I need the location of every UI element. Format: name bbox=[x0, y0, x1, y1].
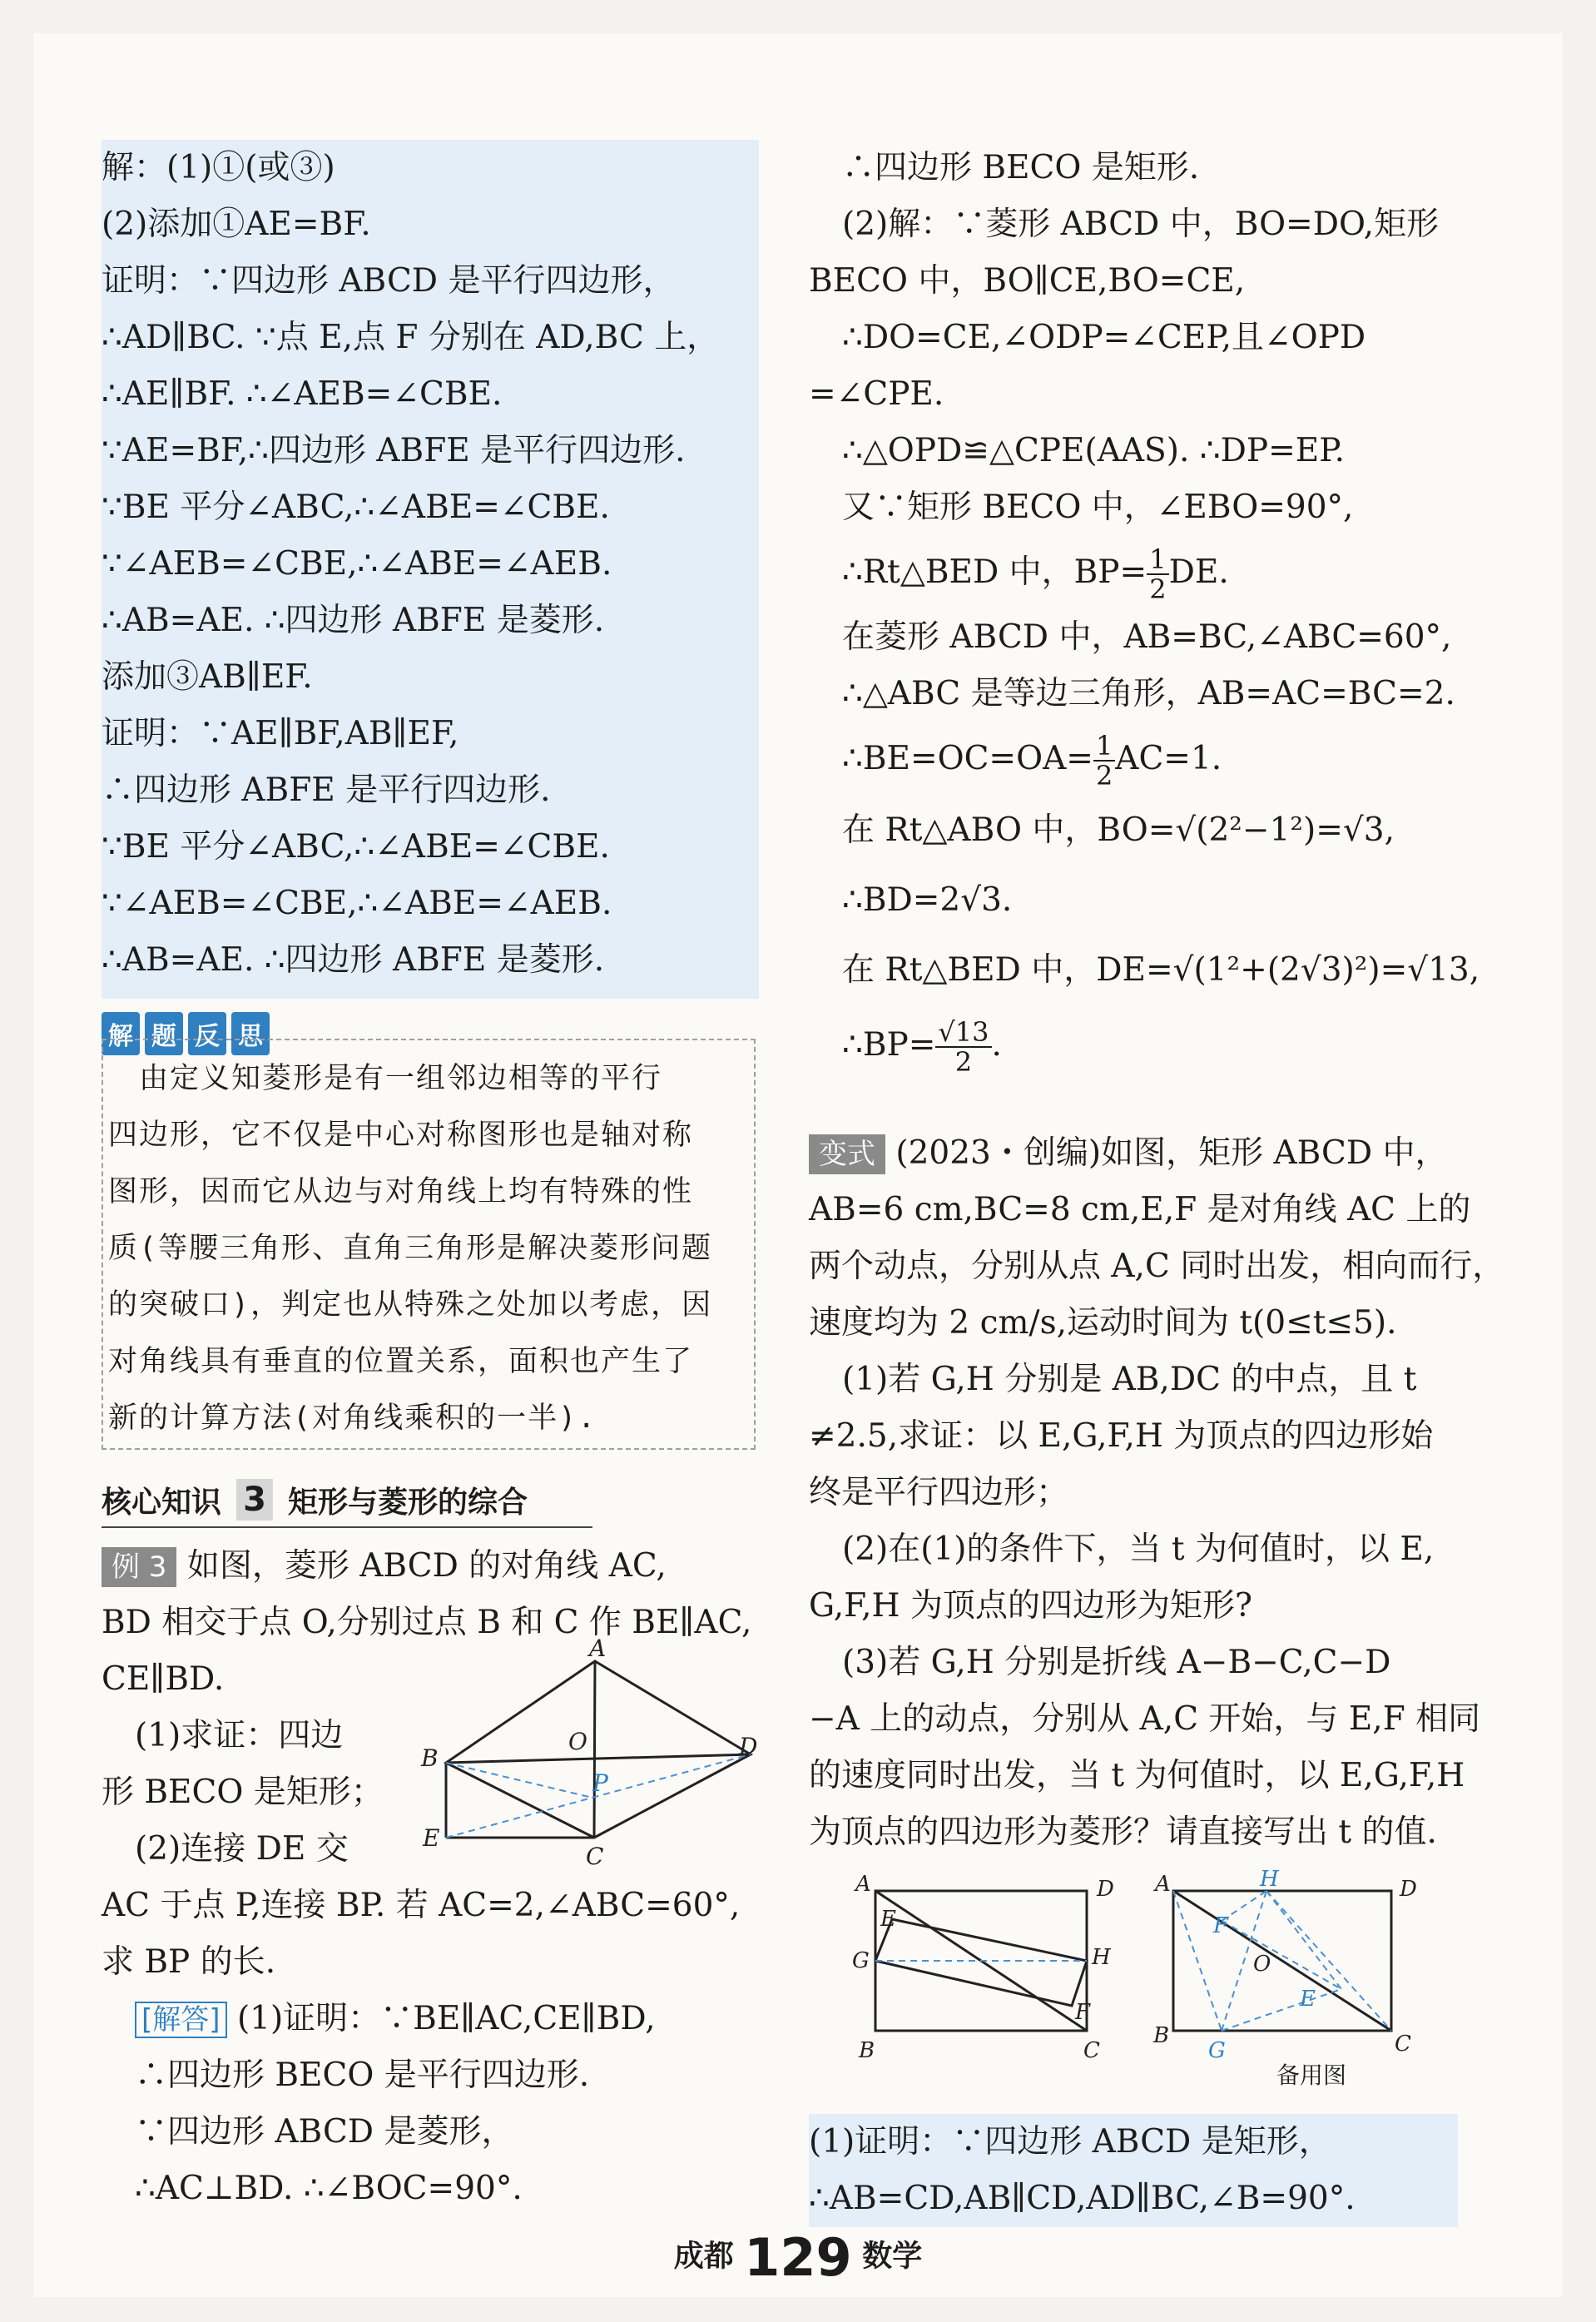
variant-figure-2 bbox=[1148, 1867, 1431, 2064]
figure-caption: 备用图 bbox=[1276, 2062, 1347, 2089]
example3-line-2: CE∥BD. bbox=[102, 1660, 225, 1698]
variant-line: 的速度同时出发，当 t 为何值时，以 E,G,F,H bbox=[809, 1757, 1465, 1794]
left-solution-line: 添加③AB∥EF. bbox=[102, 658, 313, 696]
answer-text: (1)证明：∵BE∥AC,CE∥BD, bbox=[236, 2000, 656, 2037]
f1-label-C: C bbox=[1083, 2038, 1100, 2063]
f2-label-E: E bbox=[1300, 1987, 1316, 2012]
reflection-tag-char: 题 bbox=[145, 1012, 183, 1055]
reflection-line: 图形，因而它从边与对角线上均有特殊的性 bbox=[108, 1175, 694, 1208]
section-title: 矩形与菱形的综合 bbox=[288, 1485, 528, 1520]
frac-den: 2 bbox=[1149, 573, 1167, 605]
rs-text: ∴BE=OC=OA= bbox=[842, 740, 1093, 777]
left-solution-line: ∴四边形 ABFE 是平行四边形. bbox=[102, 772, 551, 809]
rs-line: ∴四边形 BECO 是矩形. bbox=[842, 149, 1200, 186]
example3-answer-line-1: ∴四边形 BECO 是平行四边形. bbox=[135, 2057, 590, 2094]
reflection-line: 对角线具有垂直的位置关系，面积也产生了 bbox=[108, 1345, 694, 1378]
frac-den: 2 bbox=[954, 1046, 973, 1078]
frac-num: √13 bbox=[935, 1018, 991, 1048]
example3-line-6: AC 于点 P,连接 BP. 若 AC=2,∠ABC=60°, bbox=[102, 1887, 741, 1924]
fig3-label-E: E bbox=[423, 1824, 440, 1852]
f2-label-B: B bbox=[1153, 2023, 1170, 2048]
section-heading bbox=[102, 1473, 592, 1528]
variant-line: (3)若 G,H 分别是折线 A−B−C,C−D bbox=[842, 1644, 1391, 1681]
rs-line: 在菱形 ABCD 中，AB=BC,∠ABC=60°, bbox=[842, 618, 1452, 656]
fig3-label-A: A bbox=[589, 1635, 607, 1662]
variant-proof-0: (1)证明：∵四边形 ABCD 是矩形， bbox=[809, 2123, 1331, 2161]
rs-line: 在 Rt△ABO 中，BO=√(2²−1²)=√3, bbox=[842, 811, 1395, 849]
f1-label-E: E bbox=[880, 1907, 896, 1932]
section-label: 核心知识 bbox=[102, 1485, 222, 1520]
example3-line-5: (2)连接 DE 交 bbox=[135, 1830, 349, 1868]
fraction bbox=[1147, 545, 1168, 603]
fig3-label-B: B bbox=[421, 1744, 439, 1772]
rs-line: 又∵矩形 BECO 中，∠EBO=90°, bbox=[842, 489, 1354, 526]
rs-line: =∠CPE. bbox=[809, 375, 944, 413]
variant-proof bbox=[809, 2114, 1458, 2227]
f1-label-H: H bbox=[1092, 1945, 1111, 1970]
left-solution-line: ∵∠AEB=∠CBE,∴∠ABE=∠AEB. bbox=[102, 885, 612, 922]
variant-figure-1 bbox=[840, 1873, 1123, 2064]
frac-num: 1 bbox=[1147, 545, 1168, 575]
variant bbox=[809, 1125, 1505, 1861]
example3-line-0 bbox=[102, 1538, 767, 1595]
frac-den: 2 bbox=[1095, 760, 1113, 791]
frac-num: 1 bbox=[1093, 732, 1115, 762]
left-solution-line: ∴AB=AE. ∴四边形 ABFE 是菱形. bbox=[102, 602, 605, 639]
rs-line: ∴△ABC 是等边三角形，AB=AC=BC=2. bbox=[842, 675, 1455, 712]
rs-line-frac bbox=[809, 722, 1491, 796]
fraction bbox=[1093, 732, 1115, 790]
variant-line: AB=6 cm,BC=8 cm,E,F 是对角线 AC 上的 bbox=[809, 1191, 1471, 1228]
example-tag: 例 3 bbox=[102, 1547, 176, 1587]
rs-text: DE. bbox=[1168, 553, 1229, 591]
right-solution bbox=[809, 140, 1491, 1085]
rs-text: ∴BP= bbox=[842, 1026, 936, 1064]
rs-line: ∴BD=2√3. bbox=[842, 881, 1013, 919]
fig3-label-C: C bbox=[586, 1843, 604, 1870]
f2-label-C: C bbox=[1395, 2032, 1411, 2057]
example3-figure bbox=[416, 1635, 766, 1873]
rs-line-frac bbox=[809, 536, 1491, 609]
reflection-line: 质(等腰三角形、直角三角形是解决菱形问题 bbox=[108, 1232, 713, 1265]
variant-line: (2)在(1)的条件下，当 t 为何值时，以 E, bbox=[842, 1531, 1435, 1568]
left-solution-line: ∵BE 平分∠ABC,∴∠ABE=∠CBE. bbox=[102, 828, 610, 866]
reflection-line: 由定义知菱形是有一组邻边相等的平行 bbox=[108, 1062, 663, 1095]
rs-text: AC=1. bbox=[1115, 740, 1222, 777]
rs-text: . bbox=[991, 1026, 1002, 1064]
f2-label-D: D bbox=[1400, 1877, 1417, 1902]
f1-label-B: B bbox=[859, 2038, 875, 2063]
footer-subject: 数学 bbox=[862, 2239, 923, 2274]
reflection-line: 新的计算方法(对角线乘积的一半). bbox=[108, 1402, 597, 1435]
variant-line: 速度均为 2 cm/s,运动时间为 t(0≤t≤5). bbox=[809, 1304, 1397, 1342]
example3-line-1: BD 相交于点 O,分别过点 B 和 C 作 BE∥AC, bbox=[102, 1604, 752, 1641]
f2-label-H: H bbox=[1260, 1867, 1279, 1892]
fraction bbox=[935, 1018, 991, 1076]
variant-line: 两个动点，分别从点 A,C 同时出发，相向而行， bbox=[809, 1248, 1505, 1285]
fig3-label-O: O bbox=[568, 1728, 587, 1755]
f1-label-F: F bbox=[1075, 2000, 1091, 2025]
left-solution-line: ∵∠AEB=∠CBE,∴∠ABE=∠AEB. bbox=[102, 545, 612, 583]
left-solution-line: ∵BE 平分∠ABC,∴∠ABE=∠CBE. bbox=[102, 489, 610, 526]
rs-line: 在 Rt△BED 中，DE=√(1²+(2√3)²)=√13, bbox=[842, 951, 1480, 989]
reflection-line: 四边形，它不仅是中心对称图形也是轴对称 bbox=[108, 1119, 694, 1152]
variant-line: (1)若 G,H 分别是 AB,DC 的中点，且 t bbox=[842, 1361, 1417, 1398]
example3-answer-line-2: ∵四边形 ABCD 是菱形， bbox=[135, 2113, 514, 2151]
page-footer bbox=[0, 2227, 1596, 2288]
f2-label-A: A bbox=[1155, 1872, 1171, 1897]
rs-line-frac bbox=[809, 1005, 1491, 1085]
reflection-text bbox=[108, 1050, 749, 1446]
page-number: 129 bbox=[744, 2227, 852, 2288]
rs-line: (2)解：∵菱形 ABCD 中，BO=DO,矩形 bbox=[842, 206, 1440, 243]
variant-line: ≠2.5,求证：以 E,G,F,H 为顶点的四边形始 bbox=[809, 1417, 1434, 1455]
left-solution bbox=[102, 140, 759, 989]
f2-label-G: G bbox=[1208, 2038, 1226, 2063]
reflection-line: 的突破口)，判定也从特殊之处加以考虑，因 bbox=[108, 1288, 713, 1322]
f2-label-F: F bbox=[1213, 1913, 1229, 1938]
left-solution-line: ∴AD∥BC. ∵点 E,点 F 分别在 AD,BC 上， bbox=[102, 319, 720, 356]
example3-text: 如图，菱形 ABCD 的对角线 AC, bbox=[186, 1547, 667, 1585]
footer-city: 成都 bbox=[673, 2239, 734, 2274]
example3-line-7: 求 BP 的长. bbox=[102, 1943, 276, 1981]
rs-text: ∴Rt△BED 中，BP= bbox=[842, 553, 1147, 591]
example3-line-4: 形 BECO 是矩形； bbox=[102, 1774, 384, 1811]
left-solution-line: (2)添加①AE=BF. bbox=[102, 206, 371, 243]
fig3-label-P: P bbox=[592, 1769, 608, 1797]
left-solution-line: ∴AB=AE. ∴四边形 ABFE 是菱形. bbox=[102, 941, 605, 979]
variant-proof-1: ∴AB=CD,AB∥CD,AD∥BC,∠B=90°. bbox=[809, 2180, 1356, 2217]
rs-line: ∴△OPD≌△CPE(AAS). ∴DP=EP. bbox=[842, 432, 1345, 469]
variant-line: −A 上的动点，分别从 A,C 开始，与 E,F 相同 bbox=[809, 1700, 1481, 1738]
fig3-label-D: D bbox=[739, 1733, 758, 1760]
reflection-tag-char: 解 bbox=[102, 1012, 140, 1055]
example3-line-3: (1)求证：四边 bbox=[135, 1717, 344, 1754]
f1-label-A: A bbox=[855, 1872, 871, 1897]
f1-label-G: G bbox=[852, 1948, 870, 1973]
example3-answer-line-0 bbox=[102, 1991, 767, 2047]
example3 bbox=[102, 1538, 767, 2217]
variant-line-0 bbox=[809, 1125, 1491, 1182]
section-number: 3 bbox=[236, 1479, 273, 1521]
variant-line: 为顶点的四边形为菱形？请直接写出 t 的值. bbox=[809, 1813, 1437, 1851]
variant-text: (2023・创编)如图，矩形 ABCD 中， bbox=[895, 1134, 1448, 1172]
left-solution-line: 解：(1)①(或③) bbox=[102, 149, 335, 186]
rs-line: ∴DO=CE,∠ODP=∠CEP,且∠OPD bbox=[842, 319, 1366, 356]
rs-line: BECO 中，BO∥CE,BO=CE, bbox=[809, 262, 1246, 300]
left-solution-line: 证明：∵AE∥BF,AB∥EF, bbox=[102, 715, 459, 752]
left-solution-line: 证明：∵四边形 ABCD 是平行四边形， bbox=[102, 262, 676, 300]
example3-answer-line-3: ∴AC⊥BD. ∴∠BOC=90°. bbox=[135, 2170, 523, 2207]
variant-line: G,F,H 为顶点的四边形为矩形? bbox=[809, 1587, 1252, 1625]
f2-label-O: O bbox=[1253, 1952, 1271, 1977]
answer-tag: [解答] bbox=[135, 2002, 227, 2038]
left-solution-line: ∵AE=BF,∴四边形 ABFE 是平行四边形. bbox=[102, 432, 686, 469]
f1-label-D: D bbox=[1097, 1877, 1114, 1902]
left-solution-line: ∴AE∥BF. ∴∠AEB=∠CBE. bbox=[102, 375, 503, 413]
reflection-tag-char: 思 bbox=[231, 1012, 270, 1055]
reflection-tag-char: 反 bbox=[188, 1012, 226, 1055]
variant-line: 终是平行四边形； bbox=[809, 1474, 1069, 1511]
variant-tag: 变式 bbox=[809, 1134, 885, 1174]
